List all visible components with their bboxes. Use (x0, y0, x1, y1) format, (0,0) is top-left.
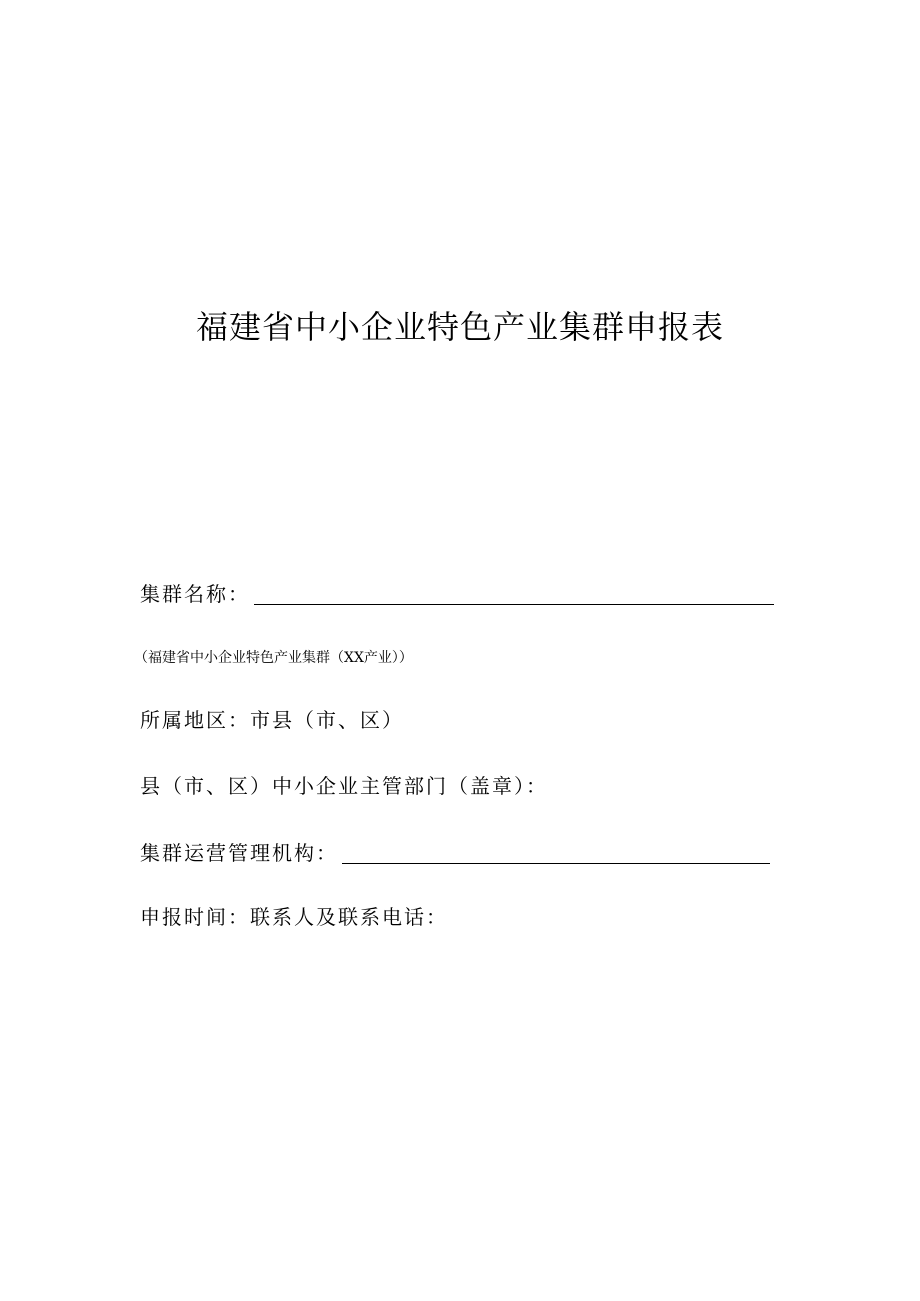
cluster-name-label: 集群名称： (140, 582, 250, 606)
department-row (140, 772, 548, 800)
operator-blank (342, 843, 770, 864)
cluster-name-row (140, 580, 774, 608)
cluster-name-blank (254, 584, 774, 605)
department-label: 县（市、区）中小企业主管部门（盖章）： (140, 774, 548, 798)
region-row (140, 706, 404, 734)
contact-row (140, 903, 448, 931)
contact-label: 申报时间：联系人及联系电话： (140, 905, 448, 929)
operator-row (140, 839, 770, 867)
cluster-name-note: （福建省中小企业特色产业集群（XX产业）） (134, 650, 413, 666)
region-label: 所属地区：市县（市、区） (140, 708, 404, 732)
operator-label: 集群运营管理机构： (140, 841, 338, 865)
document-title: 福建省中小企业特色产业集群申报表 (195, 308, 724, 346)
